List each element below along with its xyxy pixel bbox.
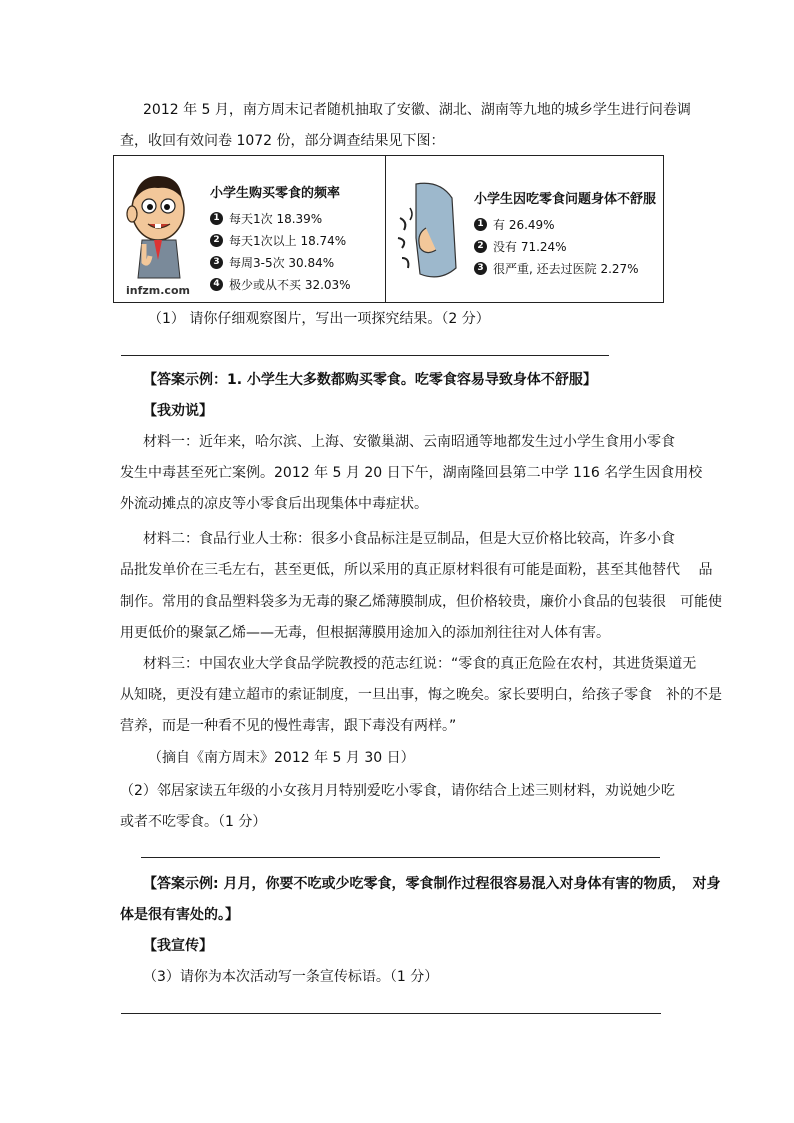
q2-answer-example-line-2: 体是很有害处的。】 <box>120 907 239 923</box>
q2-line-1: （2）邻居家读五年级的小女孩月月特别爱吃小零食，请你结合上述三则材料，劝说她少吃 <box>120 783 675 799</box>
material1-line-1: 材料一：近年来，哈尔滨、上海、安徽巢湖、云南昭通等地都发生过小学生食用小零食 <box>143 434 675 450</box>
right-panel-item <box>474 238 567 255</box>
intro-line-1: 2012 年 5 月，南方周末记者随机抽取了安徽、湖北、湖南等九地的城乡学生进行问卷调 <box>143 102 691 118</box>
cartoon-child-illustration <box>124 170 189 280</box>
survey-figure <box>113 155 664 303</box>
q3-prompt: （3）请你为本次活动写一条宣传标语。（1 分） <box>143 969 439 985</box>
material2-line-2: 品批发单价在三毛左右，甚至更低，所以采用的真正原材料很有可能是面粉，甚至其他替代 品 <box>120 562 713 578</box>
left-panel-item <box>210 210 322 227</box>
right-panel-title: 小学生因吃零食问题身体不舒服 <box>474 192 657 207</box>
material3-line-1: 材料三：中国农业大学食品学院教授的范志红说：“零食的真正危险在农村，其进货渠道无 <box>143 656 697 672</box>
q2-line-2: 或者不吃零食。（1 分） <box>120 814 267 830</box>
item-number-badge: 2 <box>474 240 487 253</box>
left-panel-item <box>210 276 351 293</box>
item-text: 很严重, 还去过医院 2.27% <box>493 262 639 276</box>
material3-line-3: 营养，而是一种看不见的慢性毒害，跟下毒没有两样。” <box>120 718 457 734</box>
q3-answer-line[interactable] <box>121 1013 661 1014</box>
material3-line-2: 从知晓，更没有建立超市的索证制度，一旦出事，悔之晚矣。家长要明白，给孩子零食 补的不是 <box>120 687 722 703</box>
material2-line-4: 用更低价的聚氯乙烯——无毒，但根据薄膜用途加入的添加剂往往对人体有害。 <box>120 625 610 641</box>
q2-answer-example-line-1: 【答案示例: 月月，你要不吃或少吃零食，零食制作过程很容易混入对身体有害的物质， 对身 <box>143 876 721 892</box>
item-number-badge: 1 <box>474 218 487 231</box>
q1-prompt: （1） 请你仔细观察图片，写出一项探究结果。（2 分） <box>148 311 490 327</box>
infzm-watermark: infzm.com <box>126 284 190 297</box>
right-panel-item <box>474 260 639 277</box>
item-text: 有 26.49% <box>493 218 555 232</box>
material1-line-2: 发生中毒甚至死亡案例。2012 年 5 月 20 日下午，湖南隆回县第二中学 116 名学生因食用校 <box>120 465 703 481</box>
material1-line-3: 外流动摊点的凉皮等小零食后出现集体中毒症状。 <box>120 496 428 512</box>
item-text: 每周3-5次 30.84% <box>229 256 335 270</box>
item-number-badge: 3 <box>210 256 223 269</box>
item-number-badge: 2 <box>210 234 223 247</box>
item-number-badge: 3 <box>474 262 487 275</box>
q2-answer-line[interactable] <box>141 857 660 858</box>
item-text: 每天1次 18.39% <box>229 212 323 226</box>
source-citation: （摘自《南方周末》2012 年 5 月 30 日） <box>148 750 415 766</box>
q1-answer-line[interactable] <box>121 355 609 356</box>
left-panel-title: 小学生购买零食的频率 <box>210 186 341 201</box>
item-text: 每天1次以上 18.74% <box>229 234 347 248</box>
right-panel-item <box>474 216 555 233</box>
intro-line-2: 查，收回有效问卷 1072 份，部分调查结果见下图： <box>120 133 445 149</box>
stomach-ache-illustration <box>396 178 466 288</box>
q1-answer-example: 【答案示例：1. 小学生大多数都购买零食。吃零食容易导致身体不舒服】 <box>143 372 597 388</box>
material2-line-3: 制作。常用的食品塑料袋多为无毒的聚乙烯薄膜制成，但价格较贵，廉价小食品的包装很 可能使 <box>120 594 722 610</box>
left-panel-item <box>210 232 346 249</box>
item-number-badge: 4 <box>210 278 223 291</box>
section-persuade-heading: 【我劝说】 <box>143 403 213 419</box>
panel-divider <box>385 156 386 302</box>
item-text: 极少或从不买 32.03% <box>229 278 351 292</box>
item-number-badge: 1 <box>210 212 223 225</box>
material2-line-1: 材料二：食品行业人士称：很多小食品标注是豆制品，但是大豆价格比较高，许多小食 <box>143 531 675 547</box>
section-promote-heading: 【我宣传】 <box>143 938 213 954</box>
left-panel-item <box>210 254 334 271</box>
item-text: 没有 71.24% <box>493 240 567 254</box>
